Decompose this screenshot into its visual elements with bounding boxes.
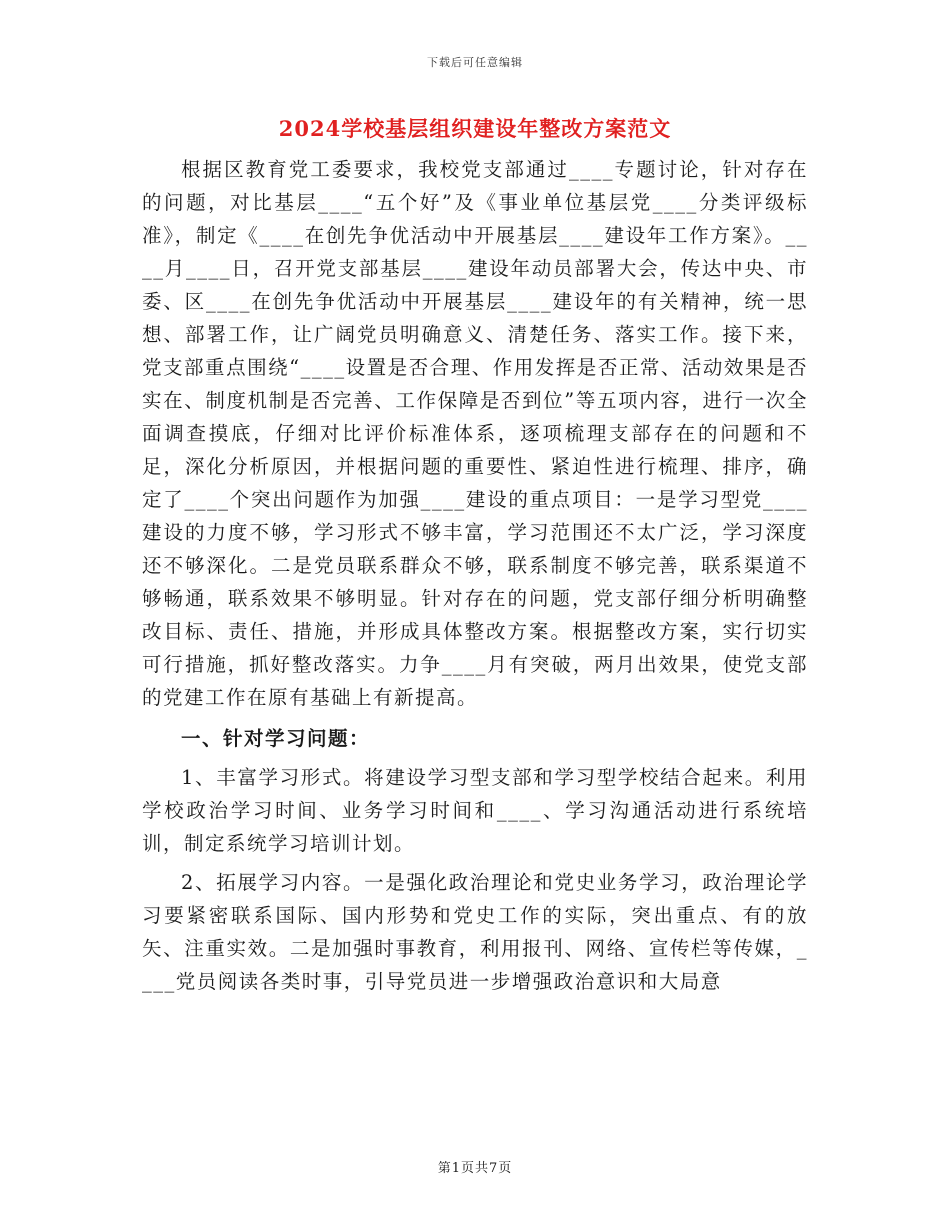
section-heading: 一、针对学习问题： [181, 727, 371, 750]
intro-paragraph: 根据区教育党工委要求，我校党支部通过____专题讨论，针对存在的问题，对比基层____“五个好”及《事业单位基层党____分类评级标准》，制定《____在创先争优活动中开展基层____建设年工作方案》。____月____日，召开党支部基层____建设年动员部署大会，传达中央、市委、区____在创先争优活动中开展基层____建设年的有关精神，统一思想、部署工作，让广阔党员明确意义、清楚任务、落实工作。接下来，党支部重点围绕“____设置是否合理、作用发挥是否正常、活动效果是否实在、制度机制是否完善、工作保障是否到位”等五项内容，进行一次全面调查摸底，仔细对比评价标准体系，逐项梳理支部存在的问题和不足，深化分析原因，并根据问题的重要性、紧迫性进行梳理、排序，确定了____个突出问题作为加强____建设的重点项目：一是学习型党____建设的力度不够，学习形式不够丰富，学习范围还不太广泛，学习深度还不够深化。二是党员联系群众不够，联系制度不够完善，联系渠道不够畅通，联系效果不够明显。针对存在的问题，党支部仔细分析明确整改目标、责任、措施，并形成具体整改方案。根据整改方案，实行切实可行措施，抓好整改落实。力争____月有突破，两月出效果，使党支部的党建工作在原有基础上有新提高。 [142, 158, 808, 709]
list-item-2: 2、拓展学习内容。一是强化政治理论和党史业务学习，政治理论学习要紧密联系国际、国内形势和党史工作的实际，突出重点、有的放矢、注重实效。二是加强时事教育，利用报刊、网络、宣传栏等传媒，____党员阅读各类时事，引导党员进一步增强政治意识和大局意 [142, 871, 808, 993]
page-footer: 第1页共7页 [437, 1161, 513, 1176]
header-note: 下载后可任意编辑 [427, 56, 523, 69]
list-item-1: 1、丰富学习形式。将建设学习型支部和学习型学校结合起来。利用学校政治学习时间、业务学习时间和____、学习沟通活动进行系统培训，制定系统学习培训计划。 [142, 766, 808, 855]
document-title: 2024学校基层组织建设年整改方案范文 [278, 116, 672, 141]
document-body [142, 153, 808, 998]
